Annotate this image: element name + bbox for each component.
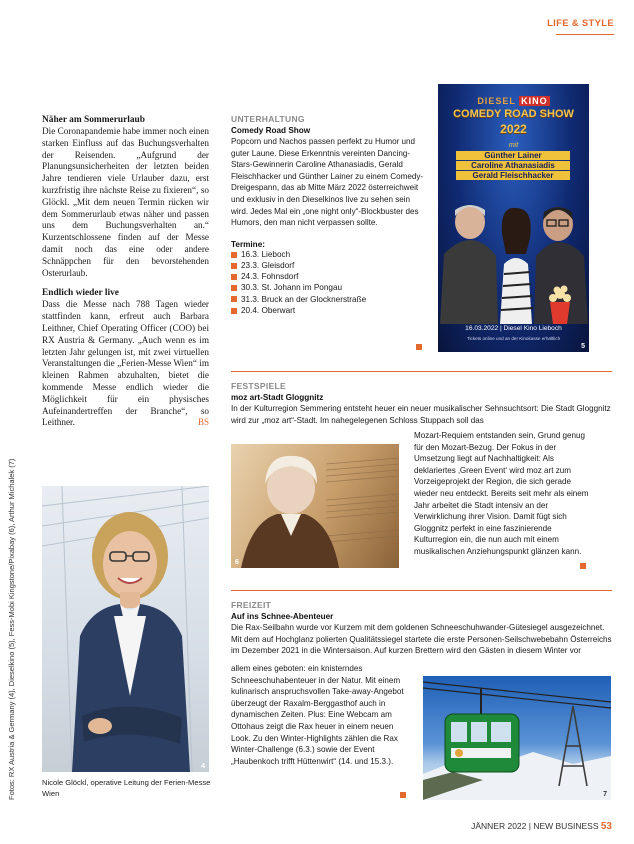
dates-title: Termine: — [231, 239, 265, 249]
photo-credit: Fotos: RX Austria & Germany (4), Dieselkino (5), Fess-Mobi Kingstone/Pixabay (6), Arthur Michalek (7) — [7, 458, 16, 800]
footer-text: JÄNNER 2022 | NEW BUSINESS — [471, 821, 599, 831]
header-rule — [556, 34, 614, 35]
subheading-live: Endlich wieder live — [42, 288, 119, 299]
comedy-headline: Comedy Road Show — [231, 126, 311, 135]
author-signature: BS — [197, 417, 209, 428]
poster-names — [456, 151, 570, 180]
poster-comedians-illustration — [438, 194, 589, 324]
paragraph-live: Dass die Messe nach 788 Tagen wieder stattfinden kann, erfreut auch Barbara Leithner, Chief Operating Officer (COO) bei RX Austria & Germany. „Auch wenn es im letzten Jahr gelungen ist, mit zwei virtuellen Veranstaltungen die „Ferien-Messe Wien“ im kleinen Rahmen abzuhalten, bietet die kommende Messe endlich wieder die Möglichkeit für ein physisches Aufeinandertreffen der Branche“, so Leithner. — [42, 299, 209, 428]
poster-title: COMEDY ROAD SHOW — [453, 108, 574, 120]
end-mark-icon — [400, 792, 406, 798]
comedy-article — [231, 114, 425, 316]
date-item: 23.3. Gleisdorf — [231, 260, 425, 271]
date-item: 30.3. St. Johann im Pongau — [231, 282, 425, 293]
date-item: 31.3. Bruck an der Glocknerstraße — [231, 294, 425, 305]
bullet-square-icon — [231, 308, 237, 314]
festspiele-kicker: FESTSPIELE — [231, 381, 286, 391]
poster-footer: 16.03.2022 | Diesel Kino Lieboch — [465, 325, 562, 332]
poster-year: 2022 — [500, 122, 527, 136]
festspiele-lead: In der Kulturregion Semmering entsteht heuer ein neuer musikalischer Sehnsuchtsort: Die Stadt Gloggnitz wird zur „moz art“-Stadt. Im nahegelegenen Schloss Stuppach soll das — [231, 404, 611, 425]
freizeit-headline: Auf ins Schnee-Abenteuer — [231, 612, 334, 621]
comedy-kicker: UNTERHALTUNG — [231, 114, 305, 124]
section-label: LIFE & STYLE — [547, 18, 614, 29]
photo-number-6: 6 — [235, 559, 239, 566]
bullet-square-icon — [231, 285, 237, 291]
poster-footer-small: Tickets online und an der Kinokasse erhältlich — [466, 336, 561, 341]
portrait-caption: Nicole Glöckl, operative Leitung der Ferien-Messe Wien — [42, 778, 211, 798]
page-footer — [471, 821, 612, 832]
portrait-illustration — [42, 486, 209, 772]
bullet-square-icon — [231, 274, 237, 280]
freizeit-kicker: FREIZEIT — [231, 600, 272, 610]
end-mark-icon — [416, 344, 422, 350]
cablecar-photo — [423, 676, 611, 800]
portrait-photo — [42, 486, 209, 772]
date-item: 16.3. Lieboch — [231, 249, 425, 260]
freizeit-body: allem eines geboten: ein knisterndes Schneeschuhabenteuer in der Natur. Mit einem kulinarisch anspruchsvollen Take-away-Angebot überzeugt der Raxalm-Berggasthof auch in dynamischen Zeiten. Plus: Eine Webcam am Ottohaus zeigt die Rax heuer in einem neuen Look. Zu den Winter-Highlights zählen die Rax Winter-Challenge (6.3.) sowie der Event „Haubenkoch trifft Hüttenwirt“ (14. und 15.3.). — [231, 664, 404, 766]
page-number: 53 — [600, 821, 612, 832]
cablecar-illustration — [423, 676, 611, 800]
bullet-square-icon — [231, 296, 237, 302]
festspiele-body: Mozart-Requiem entstanden sein, Grund genug für den Mozart-Bezug. Der Fokus in der Umsetzung liegt auf Nachhaltigkeit: Als deklariertes ‚Green Event‘ wird moz art zum Vorzeigeprojekt der Region, die sich gerade wieder neu entdeckt. Bereits seit mehr als einem Jahr arbeitet die Stadt intensiv an der Verwirklichung ihrer Vision. Damit fügt sich Gloggnitz perfekt in eine faszinierende Kulturregion ein, die nun auch mit einem musikalischen Anziehungspunkt glänzen kann. — [414, 431, 589, 556]
poster-name: Caroline Athanasiadis — [456, 161, 570, 170]
paragraph-summer: Die Coronapandemie habe immer noch einen starken Einfluss auf das Buchungsverhalten der Reisenden. „Aufgrund der Planungsunsicherheiten der letzten beiden Jahre tendieren viele Urlauber dazu, erst kurzfristig ihre nächste Reise zu fixieren“, so Glöckl. „Mit dem neuen Termin rücken wir dem Sommerurlaub etwas näher und passen uns dem Buchungsverhalten an.“ Kurzentschlossene finden auf der Messe damit noch das eine oder andere Schnäppchen für den bevorstehenden Osterurlaub. — [42, 126, 209, 278]
left-article — [42, 114, 209, 427]
poster-name: Gerald Fleischhacker — [456, 171, 570, 180]
date-item: 20.4. Oberwart — [231, 305, 425, 316]
bullet-square-icon — [231, 252, 237, 258]
mozart-illustration — [231, 444, 399, 568]
festspiele-headline: moz art-Stadt Gloggnitz — [231, 393, 324, 402]
subheading-summer: Näher am Sommerurlaub — [42, 115, 145, 125]
freizeit-article — [231, 600, 612, 657]
photo-number-4: 4 — [201, 763, 205, 770]
freizeit-lead: Die Rax-Seilbahn wurde vor Kurzem mit dem goldenen Schneeschuhwander-Gütesiegel ausgezeichnet. Mit dem auf Hochglanz polierten Qualitätssiegel startete die erste Personen-Seilschwebebahn Österreichs im Dezember 2021 in die Wintersaison. Auf kurzen Brettern wird den Gästen in diesem Winter vor — [231, 623, 612, 656]
section-divider — [231, 590, 612, 591]
poster-brand: DIESEL KINO — [477, 96, 548, 106]
poster-name: Günther Lainer — [456, 151, 570, 160]
bullet-square-icon — [231, 263, 237, 269]
comedy-body: Popcorn und Nachos passen perfekt zu Humor und guter Laune. Diese Erkenntnis vereinten Dancing-Stars-Gewinnerin Caroline Athanasiadis, Gerald Fleischhacker und Günther Lainer zu einem Comedy-Dreigespann, das ab Mitte März 2022 österreichweit und exklusiv in den Dieselkinos live zu sehen sein wird. Jedes Mal ein „one night only“-Blockbuster des Humors, den man nicht verpassen sollte. — [231, 137, 424, 228]
photo-number-7: 7 — [603, 791, 607, 798]
date-item: 24.3. Fohnsdorf — [231, 271, 425, 282]
end-mark-icon — [580, 563, 586, 569]
section-divider — [231, 371, 612, 372]
photo-number-5: 5 — [581, 343, 585, 350]
dates-list — [231, 249, 425, 316]
poster-mit: mit — [508, 142, 519, 149]
comedy-poster — [438, 84, 589, 352]
mozart-photo — [231, 444, 399, 568]
festspiele-article — [231, 381, 612, 426]
